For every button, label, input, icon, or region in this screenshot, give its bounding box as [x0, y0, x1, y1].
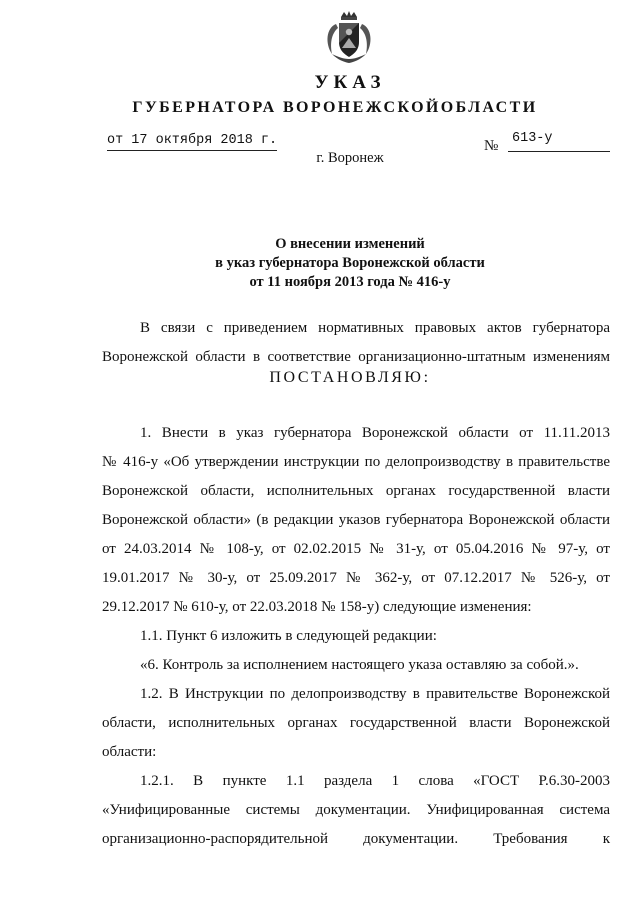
- paragraph-line: Воронежской области» (в редакции указов губернатора Воронежской области: [102, 512, 610, 528]
- paragraph-line: Воронежской области, исполнительных органах государственной власти: [102, 483, 610, 499]
- paragraph-line: 19.01.2017 № 30-у, от 25.09.2017 № 362-у, от 07.12.2017 № 526-у, от: [102, 570, 610, 586]
- city: г. Воронеж: [316, 150, 384, 166]
- paragraph-line: 1.2. В Инструкции по делопроизводству в правительстве Воронежской: [140, 686, 610, 702]
- preamble-line-2: Воронежской области в соответствие организационно-штатным изменениям: [102, 349, 610, 365]
- decree-word: ПОСТАНОВЛЯЮ:: [269, 369, 431, 386]
- paragraph-line: 1.2.1. В пункте 1.1 раздела 1 слова «ГОСТ Р.6.30-2003: [140, 773, 610, 789]
- preamble: [102, 314, 610, 372]
- number-sign: №: [484, 138, 499, 154]
- decree-date: от 17 октября 2018 г.: [107, 133, 278, 148]
- paragraph-line: 1. Внести в указ губернатора Воронежской области от 11.11.2013: [140, 425, 610, 441]
- body-content: [102, 419, 610, 854]
- paragraph-line: 29.12.2017 № 610-у, от 22.03.2018 № 158-у) следующие изменения:: [102, 599, 532, 615]
- coat-of-arms-icon: [322, 10, 376, 66]
- decree-number: 613-у: [512, 131, 553, 146]
- title-line-1: О внесении изменений: [275, 236, 425, 252]
- title-line-3: от 11 ноября 2013 года № 416-у: [249, 274, 451, 290]
- paragraph-line: от 24.03.2014 № 108-у, от 02.02.2015 № 31-у, от 05.04.2016 № 97-у, от: [102, 541, 610, 557]
- paragraph-1-1-text: «6. Контроль за исполнением настоящего указа оставляю за собой.».: [140, 657, 579, 673]
- paragraph-line: № 416-у «Об утверждении инструкции по делопроизводству в правительстве: [102, 454, 610, 470]
- paragraph-line: области:: [102, 744, 157, 760]
- paragraph-1-1: 1.1. Пункт 6 изложить в следующей редакции:: [140, 628, 437, 644]
- preamble-line-1: В связи с приведением нормативных правовых актов губернатора: [140, 320, 610, 336]
- paragraph-line: области, исполнительных органах государственной власти Воронежской: [102, 715, 610, 731]
- paragraph-line: «Унифицированные системы документации. Унифицированная система: [102, 802, 610, 818]
- title-line-2: в указ губернатора Воронежской области: [215, 255, 485, 271]
- decree-title: [0, 235, 640, 292]
- paragraph-line: организационно-распорядительной документации. Требования к: [102, 831, 610, 847]
- document-type: УКАЗ: [314, 72, 386, 93]
- issuer-title: ГУБЕРНАТОРА ВОРОНЕЖСКОЙОБЛАСТИ: [132, 99, 538, 116]
